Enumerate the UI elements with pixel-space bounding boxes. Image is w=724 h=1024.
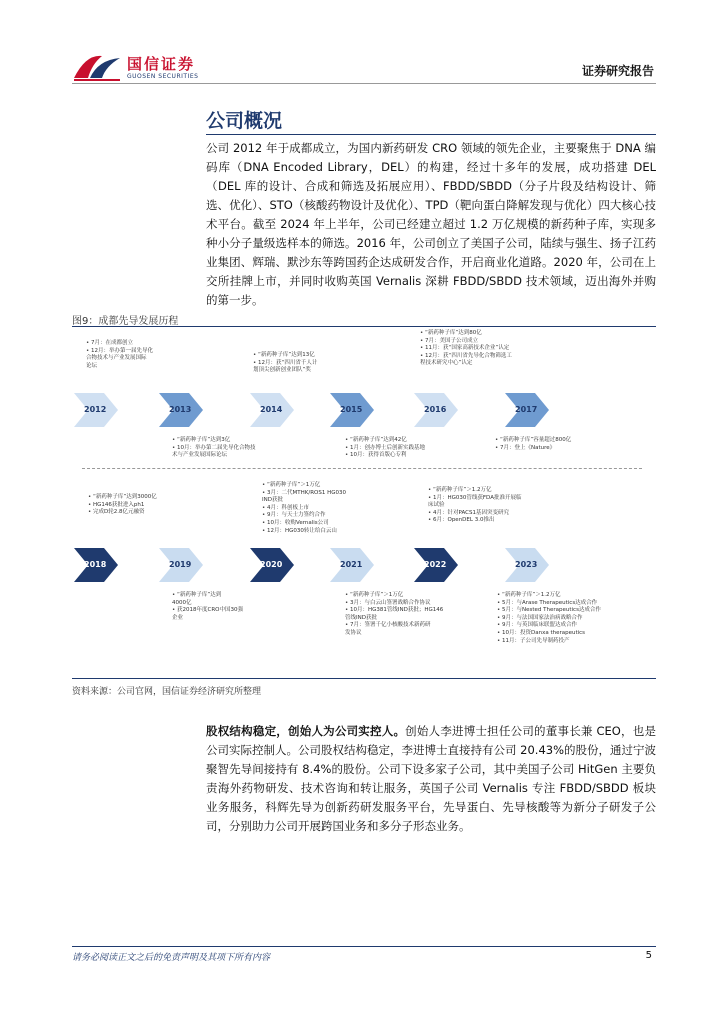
logo-text-en: GUOSEN SECURITIES bbox=[127, 73, 199, 80]
ownership-lead: 股权结构稳定，创始人为公司实控人。 bbox=[206, 724, 406, 738]
figure-bottom-divider bbox=[72, 678, 656, 679]
ownership-paragraph bbox=[206, 722, 656, 836]
timeline-year-2020: 2020 bbox=[260, 560, 283, 569]
header-divider bbox=[72, 83, 656, 84]
timeline-note-2015: • “新药种子库”达到42亿 • 1月：创办博士后创新实践基地 • 10月：获得首版心专利 bbox=[345, 437, 425, 459]
timeline-year-2012: 2012 bbox=[84, 405, 107, 414]
figure-top-divider bbox=[72, 326, 656, 327]
timeline-year-2021: 2021 bbox=[340, 560, 363, 569]
timeline-year-2017: 2017 bbox=[515, 405, 538, 414]
logo-text-cn: 国信证券 bbox=[127, 55, 196, 73]
guosen-logo-icon bbox=[72, 50, 124, 84]
timeline-year-2014: 2014 bbox=[260, 405, 283, 414]
timeline-year-2022: 2022 bbox=[424, 560, 447, 569]
footer-disclaimer: 请务必阅读正文之后的免责声明及其项下所有内容 bbox=[72, 953, 271, 963]
timeline-year-2015: 2015 bbox=[340, 405, 363, 414]
timeline-year-2018: 2018 bbox=[84, 560, 107, 569]
page-number: 5 bbox=[645, 950, 652, 961]
timeline-note-2013: • “新药种子库”达到3亿 • 10月：举办第二届先导化合物技 术与产业发展国际论坛 bbox=[172, 437, 256, 459]
footer-divider bbox=[72, 946, 656, 947]
timeline-year-2016: 2016 bbox=[424, 405, 447, 414]
report-type: 证券研究报告 bbox=[581, 64, 654, 78]
timeline-year-2019: 2019 bbox=[169, 560, 192, 569]
figure-source: 资料来源：公司官网，国信证券经济研究所整理 bbox=[72, 687, 262, 697]
timeline-note-2018: • “新药种子库”达到3000亿 • HG146获批进入ph1 • 完成D轮2.8亿元融资 bbox=[88, 494, 157, 516]
figure-title: 图9：成都先导发展历程 bbox=[72, 316, 179, 327]
timeline-year-2023: 2023 bbox=[515, 560, 538, 569]
timeline-note-2020: • “新药种子库”＞1万亿 • 3月：二代MTHK/ROS1 HG030 IND获批 • 4月：科创板上市 • 9月：与天士力签约合作 • 10月：收购Vernalis公司 • 12月：HG030转让给白云山 bbox=[262, 482, 346, 534]
timeline-note-2023: • “新药种子库”＞1.2万亿 • 5月：与Arase Therapeutics达成合作 • 5月：与Nested Therapeutics达成合作 • 9月：与法国国家法治病战略合作 • 9月：与英国临床联盟达成合作 • 10月：投资Danxa therapeutics • 11月：子公司先导制药投产 bbox=[497, 592, 601, 644]
timeline-year-2013: 2013 bbox=[169, 405, 192, 414]
timeline-row-separator bbox=[82, 468, 642, 469]
ownership-body: 创始人李进博士担任公司的董事长兼 CEO，也是公司实际控制人。公司股权结构稳定，李进博士直接持有公司 20.43%的股份，通过宁波聚智先导间接持有 8.4%的股份。公司下设多家子公司，其中美国子公司 HitGen 主要负责海外药物研发、技术咨询和转让服务，英国子公司 Vernalis 专注 FBDD/SBDD 板块业务服务，科辉先导为创新药研发服务平台，先导蛋白、先导核酸等为新分子研发子公司，分别助力公司开展跨国业务和多分子形态业务。 bbox=[206, 724, 657, 833]
timeline-note-2017: • “新药种子库”容量超过800亿 • 7月：登上《Nature》 bbox=[495, 437, 572, 451]
timeline-note-2022: • “新药种子库”＞1.2万亿 • 1月：HG030管线获FDA批准开展临 床试验 • 4月：针对PACS1基因突变研究 • 6月：OpenDEL 3.0推出 bbox=[428, 487, 522, 524]
timeline-note-2014: • “新药种子库”达到13亿 • 12月：获“四川省千人计 划顶尖创新创业团队”奖 bbox=[253, 352, 318, 374]
section-title: 公司概况 bbox=[206, 110, 283, 132]
timeline-note-2019: • “新药种子库”达到 4000亿 • 获2018年度CRO中国30强 企业 bbox=[172, 592, 243, 621]
timeline-note-2016: • “新药种子库”达到80亿 • 7月：美国子公司成立 • 11月：获“国家高新技术企业”认定 • 12月：获“四川省先导化合物筛选工 程技术研究中心”认定 bbox=[420, 330, 512, 367]
timeline-note-2021: • “新药种子库”＞1万亿 • 3月：与白云山签署战略合作协议 • 10月：HG381管线IND获批；HG146 管线IND获批 • 7月：签署千亿小核酸技术新药研 发协议 bbox=[345, 592, 444, 636]
timeline-note-2012: • 7月：在成都创立 • 12月：举办第一届先导化 合物技术与产业发展国际 论坛 bbox=[86, 340, 153, 369]
intro-paragraph: 公司 2012 年于成都成立，为国内新药研发 CRO 领域的领先企业，主要聚焦于 DNA 编码库（DNA Encoded Library，DEL）的构建，经过十多年的发展，成功搭建 DEL（DEL 库的设计、合成和筛选及拓展应用）、FBDD/SBDD（分子片段及结构设计、筛选、优化）、STO（核酸药物设计及优化）、TPD（靶向蛋白降解发现与优化）四大核心技术平台。截至 2024 年上半年，公司已经建立超过 1.2 万亿规模的新药种子库，实现多种小分子量级选样本的筛选。2016 年，公司创立了美国子公司，陆续与强生、扬子江药业集团、辉瑞、默沙东等跨国药企达成研发合作，开启商业化道路。2020 年，公司在上交所挂牌上市，并同时收购英国 Vernalis 深耕 FBDD/SBDD 技术领域，迈出海外并购的第一步。 bbox=[206, 141, 656, 307]
section-divider bbox=[206, 134, 656, 135]
